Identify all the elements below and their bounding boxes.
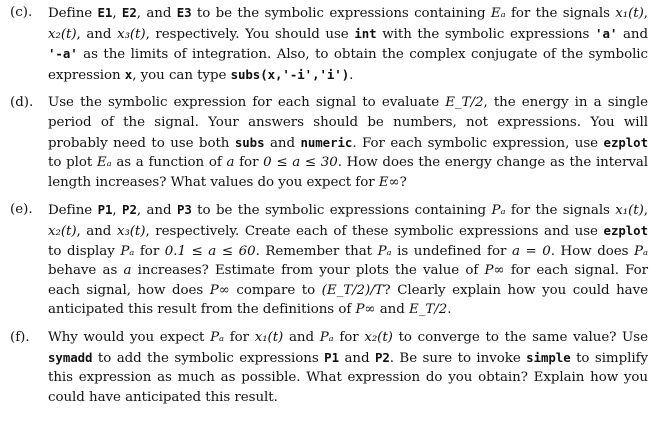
math-symbol: x₃(t) bbox=[116, 223, 146, 239]
text-run: as the limits of integration. Also, to obtain the complex conjugate of the symbolic expression bbox=[48, 47, 648, 83]
math-symbol: x₂(t) bbox=[48, 223, 77, 239]
text-run: with the symbolic expressions bbox=[376, 26, 596, 42]
text-run: for bbox=[333, 329, 365, 345]
math-symbol: E∞ bbox=[378, 174, 400, 190]
text-run: , respectively. You should use bbox=[145, 26, 355, 42]
text-run: . Be sure to invoke bbox=[389, 350, 527, 366]
math-symbol: x₂(t) bbox=[364, 329, 393, 345]
code-token: numeric bbox=[300, 134, 353, 150]
text-run: to be the symbolic expressions containing bbox=[191, 6, 491, 21]
code-token: P2 bbox=[374, 349, 390, 365]
math-symbol: Pₐ bbox=[634, 243, 648, 259]
code-token: P2 bbox=[122, 202, 137, 218]
code-token: P3 bbox=[176, 202, 192, 218]
text-run: and bbox=[617, 26, 648, 42]
text-run: and bbox=[375, 302, 409, 318]
text-run: for the signals bbox=[505, 6, 616, 21]
item-label: (d). bbox=[10, 95, 34, 111]
math-symbol: Pₐ bbox=[491, 203, 506, 219]
math-symbol: x₃(t) bbox=[117, 26, 146, 42]
math-symbol: a bbox=[123, 263, 132, 279]
math-symbol: Pₐ bbox=[377, 243, 392, 259]
text-run: Why would you expect bbox=[48, 329, 211, 345]
code-token: 'a' bbox=[595, 25, 618, 41]
text-run: . For each symbolic expression, use bbox=[352, 135, 604, 151]
code-token: E3 bbox=[176, 5, 192, 20]
math-symbol: E_T/2 bbox=[409, 302, 448, 318]
text-run: compare to bbox=[229, 282, 322, 298]
code-token: int bbox=[354, 25, 377, 41]
text-run: for each signal. For each signal, how does bbox=[48, 263, 648, 298]
text-run: Define bbox=[48, 6, 98, 21]
math-symbol: x₁(t) bbox=[615, 6, 644, 21]
text-run: for bbox=[134, 243, 165, 259]
text-run: , and bbox=[76, 223, 117, 239]
text-run: . bbox=[447, 302, 452, 318]
math-symbol: Pₐ bbox=[210, 329, 225, 345]
text-run: , and bbox=[76, 26, 118, 42]
text-run: to converge to the same value? Use bbox=[392, 329, 648, 345]
text-run: . bbox=[349, 67, 354, 83]
code-token: E2 bbox=[121, 5, 137, 20]
code-token: P1 bbox=[324, 349, 339, 365]
code-token: x bbox=[124, 66, 133, 82]
text-run: , bbox=[112, 6, 122, 21]
math-symbol: P∞ bbox=[355, 302, 376, 318]
item-label: (e). bbox=[10, 202, 33, 218]
math-symbol: P∞ bbox=[484, 263, 505, 279]
math-symbol: a = 0 bbox=[511, 243, 551, 259]
text-run: ? Clearly explain how you could have anticipated this result from the definitions of bbox=[48, 282, 648, 318]
item-label: (c). bbox=[10, 5, 33, 20]
text-run: to add the symbolic expressions bbox=[92, 350, 325, 366]
math-symbol: E_T/2 bbox=[445, 95, 484, 111]
text-run: , bbox=[643, 6, 648, 21]
code-token: '-a' bbox=[48, 46, 78, 62]
text-run: , respectively. Create each of these symbolic expressions and use bbox=[145, 223, 604, 239]
item-text bbox=[48, 3, 648, 85]
text-run: to simplify this expression as much as possible. What expression do you obtain? Explain how you could have anticipated this result. bbox=[48, 350, 648, 405]
text-run: . How does bbox=[550, 243, 635, 259]
text-run: behave as bbox=[48, 263, 124, 279]
text-run: . How does the energy change as the interval length increases? What values do you expect for bbox=[48, 155, 648, 190]
math-symbol: a bbox=[226, 155, 235, 171]
code-token: subs(x,'-i','i') bbox=[230, 66, 350, 82]
question-d bbox=[10, 93, 648, 192]
math-symbol: x₂(t) bbox=[48, 26, 77, 42]
code-token: E1 bbox=[97, 5, 113, 20]
text-run: to be the symbolic expressions containing bbox=[191, 203, 492, 219]
text-run: Use the symbolic expression for each signal to evaluate bbox=[48, 95, 446, 111]
math-symbol: x₁(t) bbox=[254, 329, 284, 345]
math-symbol: Pₐ bbox=[120, 243, 135, 259]
text-run: for bbox=[234, 155, 264, 171]
code-token: simple bbox=[526, 349, 571, 365]
text-run: for the signals bbox=[505, 203, 616, 219]
text-run: . Remember that bbox=[255, 243, 378, 259]
text-run: and bbox=[264, 135, 301, 151]
math-symbol: Eₐ bbox=[96, 155, 112, 171]
text-run: , and bbox=[136, 6, 177, 21]
text-run: to display bbox=[48, 243, 121, 259]
text-run: , bbox=[643, 203, 649, 219]
text-run: to plot bbox=[48, 155, 97, 171]
text-run: and bbox=[283, 329, 320, 345]
code-token: ezplot bbox=[603, 134, 648, 150]
code-token: subs bbox=[234, 134, 265, 150]
text-run: increases? Estimate from your plots the value of bbox=[131, 263, 485, 279]
code-token: P1 bbox=[97, 202, 113, 218]
math-symbol: P∞ bbox=[209, 282, 230, 298]
item-label: (f). bbox=[10, 329, 30, 345]
text-run: , you can type bbox=[132, 67, 231, 83]
code-token: ezplot bbox=[603, 222, 648, 238]
text-run: Define bbox=[48, 203, 98, 219]
item-text bbox=[48, 328, 648, 407]
math-symbol: 0.1 ≤ a ≤ 60 bbox=[164, 243, 256, 259]
question-f bbox=[10, 328, 648, 407]
math-symbol: Pₐ bbox=[319, 329, 334, 345]
text-run: is undefined for bbox=[391, 243, 512, 259]
text-run: and bbox=[338, 350, 375, 366]
item-text bbox=[48, 200, 648, 320]
item-text bbox=[48, 93, 648, 192]
math-symbol: (E_T/2)/T bbox=[321, 282, 384, 298]
code-token: symadd bbox=[48, 349, 93, 365]
math-symbol: x₁(t) bbox=[615, 203, 644, 219]
math-symbol: 0 ≤ a ≤ 30 bbox=[263, 155, 338, 171]
text-run: , and bbox=[136, 203, 177, 219]
question-c bbox=[10, 3, 648, 85]
text-run: for bbox=[224, 329, 255, 345]
text-run: , bbox=[112, 203, 123, 219]
text-run: ? bbox=[399, 174, 407, 190]
text-run: , the energy in a single period of the signal. Your answers should be numbers, not expressions. You will probably need to use both bbox=[48, 95, 649, 151]
text-run: as a function of bbox=[111, 155, 227, 171]
question-e bbox=[10, 200, 648, 320]
math-symbol: Eₐ bbox=[490, 6, 506, 21]
